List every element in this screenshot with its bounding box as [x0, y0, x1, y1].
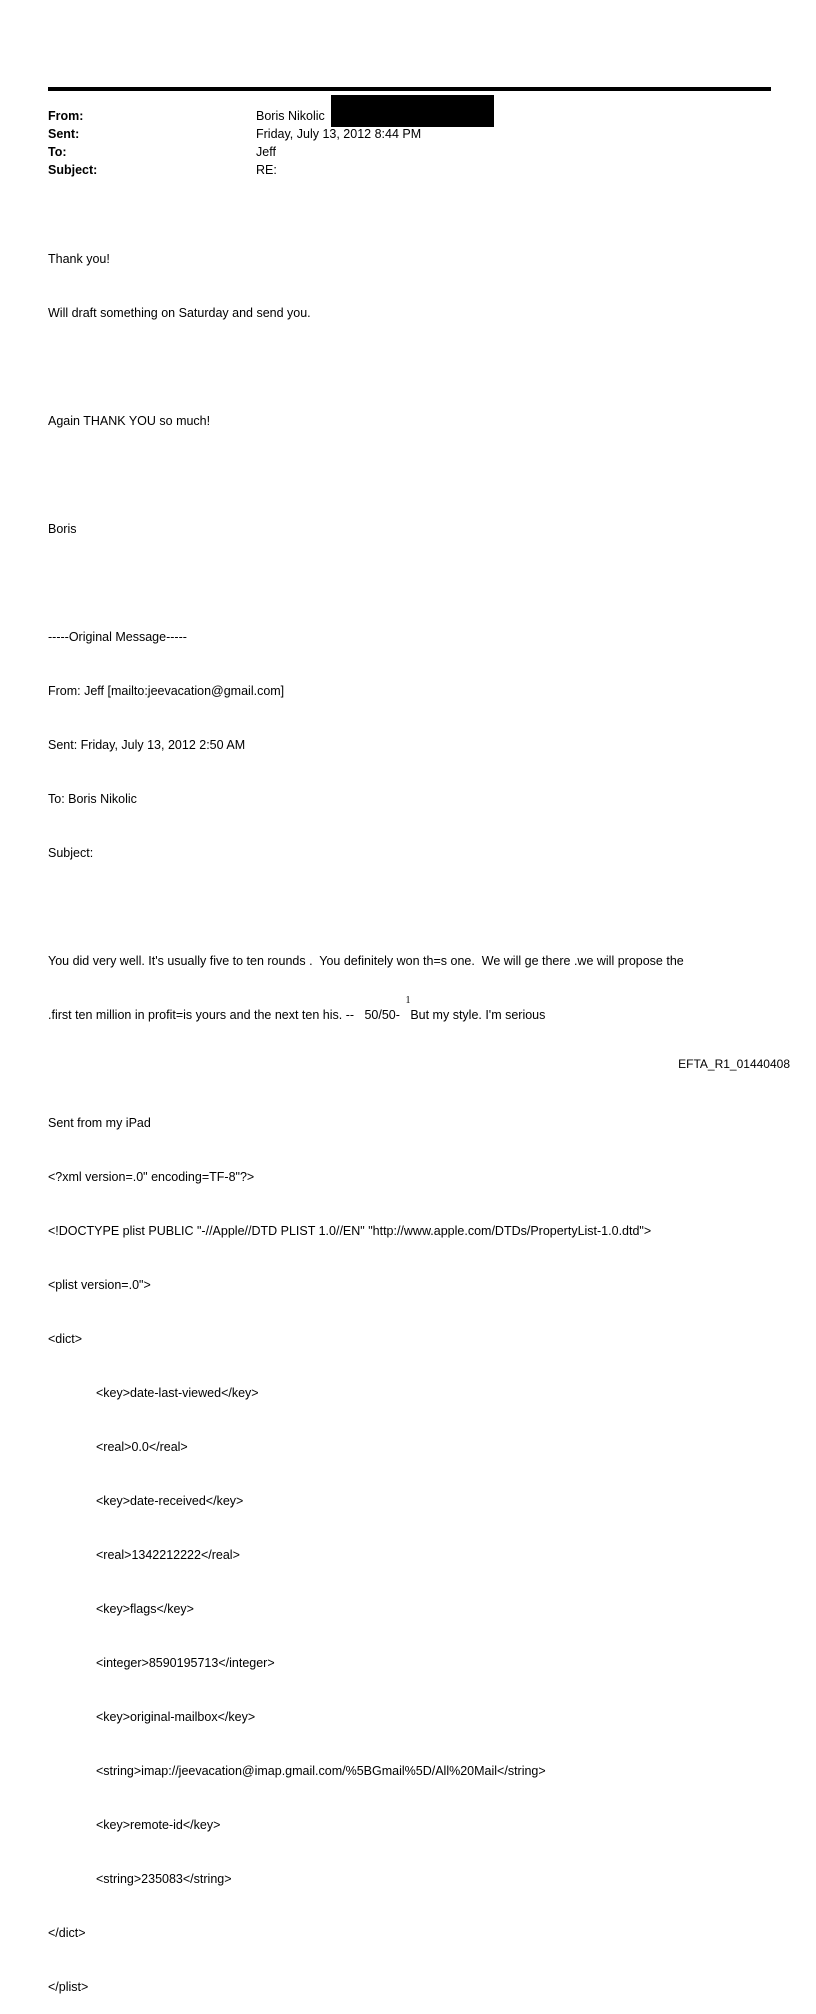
xml-line: <real>1342212222</real>: [96, 1548, 240, 1562]
redaction-box: [331, 95, 494, 127]
xml-line: <integer>8590195713</integer>: [96, 1656, 275, 1670]
original-subject: Subject:: [48, 846, 94, 860]
to-label: To:: [48, 145, 67, 159]
sent-row: [48, 125, 748, 143]
email-body: [48, 214, 768, 2014]
xml-line: <key>remote-id</key>: [96, 1818, 221, 1832]
xml-line: <key>flags</key>: [96, 1602, 194, 1616]
original-sent: Sent: Friday, July 13, 2012 2:50 AM: [48, 738, 246, 752]
original-to: To: Boris Nikolic: [48, 792, 137, 806]
xml-line: <key>date-last-viewed</key>: [96, 1386, 259, 1400]
body-line: Boris: [48, 522, 77, 536]
body-line: Again THANK YOU so much!: [48, 414, 211, 428]
xml-line: <string>imap://jeevacation@imap.gmail.com/%5BGmail%5D/All%20Mail</string>: [96, 1764, 546, 1778]
body-line: Will draft something on Saturday and send you.: [48, 306, 311, 320]
body-line: .first ten million in profit=is yours and the next ten his. -- 50/50- But my style. I'm serious: [48, 1008, 546, 1022]
body-line: Thank you!: [48, 252, 110, 266]
xml-line: <key>date-received</key>: [96, 1494, 244, 1508]
header-rule: [48, 87, 771, 91]
xml-line: </dict>: [48, 1926, 86, 1940]
from-label: From:: [48, 109, 84, 123]
xml-line: <dict>: [48, 1332, 83, 1346]
xml-line: <?xml version=.0" encoding=TF-8"?>: [48, 1170, 255, 1184]
from-value: Boris Nikolic: [256, 109, 325, 123]
subject-row: [48, 161, 748, 179]
xml-line: <real>0.0</real>: [96, 1440, 188, 1454]
xml-line: <plist version=.0">: [48, 1278, 151, 1292]
sent-label: Sent:: [48, 127, 80, 141]
xml-line: </plist>: [48, 1980, 89, 1994]
xml-line: <!DOCTYPE plist PUBLIC "-//Apple//DTD PLIST 1.0//EN" "http://www.apple.com/DTDs/PropertyList-1.0.dtd">: [48, 1224, 652, 1238]
original-message-marker: -----Original Message-----: [48, 630, 187, 644]
to-value: Jeff: [256, 145, 276, 159]
body-line: You did very well. It's usually five to ten rounds . You definitely won th=s one. We will ge there .we will propose the: [48, 954, 684, 968]
subject-value: RE:: [256, 163, 277, 177]
original-from: From: Jeff [mailto:jeevacation@gmail.com]: [48, 684, 285, 698]
xml-line: <string>235083</string>: [96, 1872, 232, 1886]
page-number: 1: [405, 995, 411, 1006]
xml-line: <key>original-mailbox</key>: [96, 1710, 256, 1724]
subject-label: Subject:: [48, 163, 98, 177]
to-row: [48, 143, 748, 161]
sent-value: Friday, July 13, 2012 8:44 PM: [256, 127, 422, 141]
signature-line: Sent from my iPad: [48, 1116, 151, 1130]
bates-number: EFTA_R1_01440408: [678, 1057, 790, 1071]
